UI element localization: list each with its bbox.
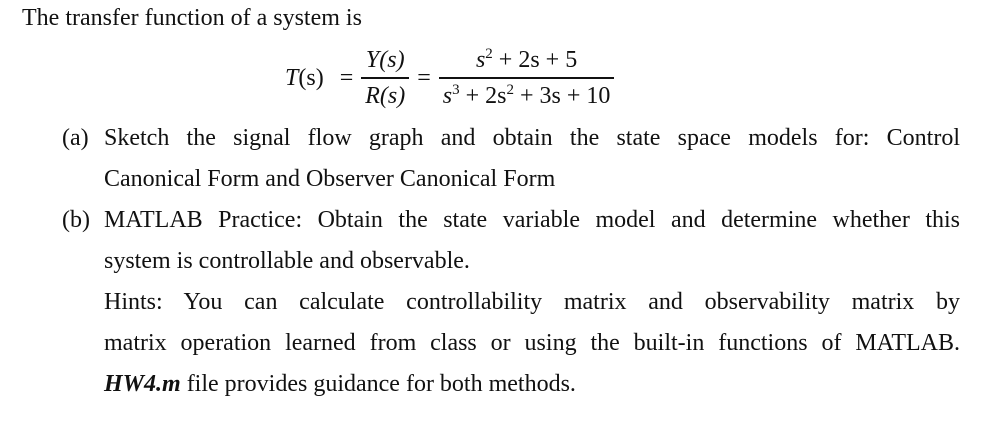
fraction-bar [361,77,409,79]
numerator-term: s [475,47,486,74]
part-b-line [104,364,960,405]
part-a-line: Sketch the signal flow graph and obtain the state space models for: Control [104,125,960,151]
equals-sign: = [339,64,354,91]
part-a-label: (a) [62,125,89,151]
numerator-exponent: 2 [485,46,493,63]
part-b-line-rest: file provides guidance for both methods. [180,371,576,397]
numerator-rest: + 2s + 5 [492,47,578,74]
part-a-text [104,118,960,200]
part-b-text [104,200,960,405]
equation-lhs-symbol: T [285,64,299,91]
equals-sign: = [417,64,431,91]
part-b-line: MATLAB Practice: Obtain the state variable model and determine whether this [104,207,960,233]
denominator-exponent: 3 [452,81,460,98]
transfer-function-equation [285,42,614,114]
part-b-label: (b) [62,207,90,233]
intro-text: The transfer function of a system is [22,5,362,31]
denominator-term: s [442,82,453,109]
polynomial-numerator [472,45,581,75]
fraction-bar [439,77,615,79]
part-b-line: system is controllable and observable. [104,248,470,274]
part-b-line: Hints: You can calculate controllability matrix and observability matrix by [104,289,960,315]
fraction-y-over-r [361,45,409,111]
denominator-term: + 2s [459,82,507,109]
fraction-numerator: Y(s) [365,47,405,74]
part-a-line: Canonical Form and Observer Canonical Form [104,166,556,192]
fraction-denominator: R(s) [365,82,406,109]
denominator-exponent: 2 [506,81,514,98]
polynomial-denominator [439,81,615,111]
equation-lhs [285,65,324,92]
part-b-line: matrix operation learned from class or using the built-in functions of MATLAB. [104,330,960,356]
fraction-polynomial [439,45,615,111]
denominator-rest: + 3s + 10 [513,82,611,109]
equation-lhs-arg: (s) [298,64,324,91]
file-name: HW4.m [104,371,181,397]
